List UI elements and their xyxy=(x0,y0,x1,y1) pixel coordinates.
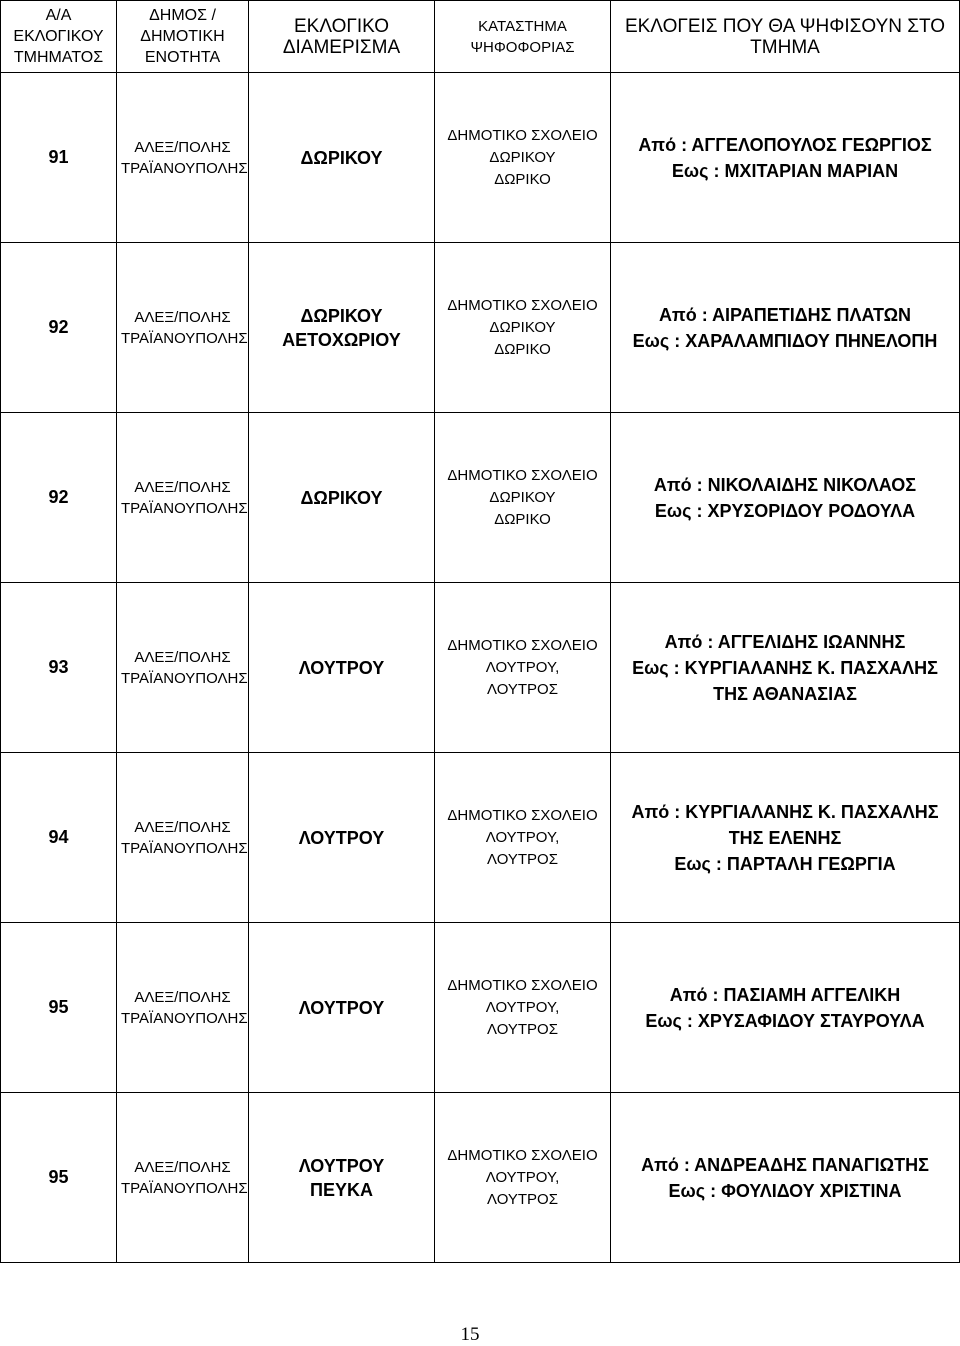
station-line: ΔΩΡΙΚΟΥ xyxy=(489,318,556,336)
table-row xyxy=(1,753,960,923)
header-line: ΔΗΜΟΤΙΚΗ xyxy=(140,28,225,45)
voters-line: Από : ΚΥΡΓΙΑΛΑΝΗΣ Κ. ΠΑΣΧΑΛΗΣ xyxy=(631,801,939,822)
station-line: ΛΟΥΤΡΟΣ xyxy=(486,680,558,698)
station-line: ΔΩΡΙΚΟ xyxy=(494,510,551,528)
header-line: ΕΝΟΤΗΤΑ xyxy=(144,49,221,66)
municipal-unit xyxy=(117,413,249,583)
district-line: ΛΟΥΤΡΟΥ xyxy=(298,657,385,678)
unit-line: ΑΛΕΞ/ΠΟΛΗΣ xyxy=(134,138,231,156)
voters-line: Εως : ΜΧΙΤΑΡΙΑΝ ΜΑΡΙΑΝ xyxy=(671,160,899,181)
station-line: ΛΟΥΤΡΟΥ, xyxy=(485,998,560,1016)
municipal-unit xyxy=(117,753,249,923)
station-line: ΛΟΥΤΡΟΣ xyxy=(486,850,558,868)
polling-station xyxy=(435,1093,611,1263)
section-number: 91 xyxy=(1,73,117,243)
table-header-row xyxy=(1,1,960,73)
header-line: ΤΜΗΜΑ xyxy=(750,36,820,58)
header-line: Α/Α xyxy=(45,7,72,24)
unit-line: ΑΛΕΞ/ΠΟΛΗΣ xyxy=(134,818,231,836)
municipal-unit xyxy=(117,73,249,243)
header-section-number xyxy=(1,1,117,73)
station-line: ΔΗΜΟΤΙΚΟ ΣΧΟΛΕΙΟ xyxy=(447,976,598,994)
voters-line: Από : ΑΝΔΡΕΑΔΗΣ ΠΑΝΑΓΙΩΤΗΣ xyxy=(641,1154,929,1175)
station-line: ΔΩΡΙΚΟ xyxy=(494,340,551,358)
district-line: ΑΕΤΟΧΩΡΙΟΥ xyxy=(282,329,401,350)
voters-range xyxy=(611,923,960,1093)
municipal-unit xyxy=(117,1093,249,1263)
unit-line: ΤΡΑΪΑΝΟΥΠΟΛΗΣ xyxy=(121,499,248,517)
table-row xyxy=(1,73,960,243)
voters-line: Εως : ΦΟΥΛΙΔΟΥ ΧΡΙΣΤΙΝΑ xyxy=(668,1180,902,1201)
station-line: ΔΩΡΙΚΟΥ xyxy=(489,488,556,506)
station-line: ΔΗΜΟΤΙΚΟ ΣΧΟΛΕΙΟ xyxy=(447,636,598,654)
header-line: ΤΜΗΜΑΤΟΣ xyxy=(13,49,104,66)
table-row xyxy=(1,923,960,1093)
voters-line: Από : ΑΓΓΕΛΙΔΗΣ ΙΩΑΝΝΗΣ xyxy=(664,631,906,652)
unit-line: ΑΛΕΞ/ΠΟΛΗΣ xyxy=(134,478,231,496)
unit-line: ΑΛΕΞ/ΠΟΛΗΣ xyxy=(134,1158,231,1176)
voters-line: Εως : ΠΑΡΤΑΛΗ ΓΕΩΡΓΙΑ xyxy=(674,853,896,874)
voters-line: ΤΗΣ ΕΛΕΝΗΣ xyxy=(728,827,842,848)
page-number: 15 xyxy=(460,1324,480,1345)
unit-line: ΤΡΑΪΑΝΟΥΠΟΛΗΣ xyxy=(121,1179,248,1197)
section-number: 92 xyxy=(1,243,117,413)
electoral-district xyxy=(249,583,435,753)
voters-line: Από : ΑΓΓΕΛΟΠΟΥΛΟΣ ΓΕΩΡΓΙΟΣ xyxy=(638,134,932,155)
header-municipal-unit xyxy=(117,1,249,73)
station-line: ΔΩΡΙΚΟΥ xyxy=(489,148,556,166)
section-number: 95 xyxy=(1,923,117,1093)
district-line: ΠΕΥΚΑ xyxy=(309,1179,373,1200)
unit-line: ΑΛΕΞ/ΠΟΛΗΣ xyxy=(134,308,231,326)
header-electoral-district xyxy=(249,1,435,73)
district-line: ΔΩΡΙΚΟΥ xyxy=(300,147,383,168)
unit-line: ΑΛΕΞ/ΠΟΛΗΣ xyxy=(134,988,231,1006)
station-line: ΔΗΜΟΤΙΚΟ ΣΧΟΛΕΙΟ xyxy=(447,806,598,824)
polling-station xyxy=(435,413,611,583)
polling-station xyxy=(435,73,611,243)
electoral-district xyxy=(249,413,435,583)
municipal-unit xyxy=(117,583,249,753)
district-line: ΛΟΥΤΡΟΥ xyxy=(298,827,385,848)
section-number: 95 xyxy=(1,1093,117,1263)
header-line: ΚΑΤΑΣΤΗΜΑ xyxy=(478,17,567,35)
electoral-district xyxy=(249,73,435,243)
electoral-district xyxy=(249,923,435,1093)
header-voters xyxy=(611,1,960,73)
header-line: ΔΙΑΜΕΡΙΣΜΑ xyxy=(282,36,401,58)
electoral-district xyxy=(249,753,435,923)
polling-station xyxy=(435,923,611,1093)
unit-line: ΤΡΑΪΑΝΟΥΠΟΛΗΣ xyxy=(121,159,248,177)
table-row xyxy=(1,583,960,753)
polling-station xyxy=(435,753,611,923)
unit-line: ΤΡΑΪΑΝΟΥΠΟΛΗΣ xyxy=(121,669,248,687)
municipal-unit xyxy=(117,923,249,1093)
voters-range xyxy=(611,753,960,923)
voters-line: Εως : ΧΑΡΑΛΑΜΠΙΔΟΥ ΠΗΝΕΛΟΠΗ xyxy=(632,330,938,351)
district-line: ΛΟΥΤΡΟΥ xyxy=(298,997,385,1018)
station-line: ΛΟΥΤΡΟΥ, xyxy=(485,658,560,676)
district-line: ΔΩΡΙΚΟΥ xyxy=(300,487,383,508)
header-line: ΕΚΛΟΓΙΚΟ xyxy=(293,15,390,37)
polling-station xyxy=(435,243,611,413)
voters-line: Εως : ΧΡΥΣΑΦΙΔΟΥ ΣΤΑΥΡΟΥΛΑ xyxy=(645,1010,925,1031)
voters-line: Εως : ΚΥΡΓΙΑΛΑΝΗΣ Κ. ΠΑΣΧΑΛΗΣ xyxy=(632,657,938,678)
table-row xyxy=(1,413,960,583)
table-row xyxy=(1,1093,960,1263)
section-number: 94 xyxy=(1,753,117,923)
header-line: ΔΗΜΟΣ / xyxy=(149,7,216,24)
station-line: ΔΗΜΟΤΙΚΟ ΣΧΟΛΕΙΟ xyxy=(447,1146,598,1164)
header-line: ΕΚΛΟΓΕΙΣ ΠΟΥ ΘΑ ΨΗΦΙΣΟΥΝ ΣΤΟ xyxy=(624,15,946,37)
station-line: ΔΗΜΟΤΙΚΟ ΣΧΟΛΕΙΟ xyxy=(447,466,598,484)
table-row xyxy=(1,243,960,413)
station-line: ΛΟΥΤΡΟΥ, xyxy=(485,828,560,846)
station-line: ΛΟΥΤΡΟΥ, xyxy=(485,1168,560,1186)
district-line: ΛΟΥΤΡΟΥ xyxy=(298,1155,385,1176)
unit-line: ΤΡΑΪΑΝΟΥΠΟΛΗΣ xyxy=(121,329,248,347)
header-line: ΨΗΦΟΦΟΡΙΑΣ xyxy=(470,38,575,56)
header-polling-station xyxy=(435,1,611,73)
voters-range xyxy=(611,1093,960,1263)
unit-line: ΑΛΕΞ/ΠΟΛΗΣ xyxy=(134,648,231,666)
station-line: ΛΟΥΤΡΟΣ xyxy=(486,1020,558,1038)
station-line: ΛΟΥΤΡΟΣ xyxy=(486,1190,558,1208)
station-line: ΔΗΜΟΤΙΚΟ ΣΧΟΛΕΙΟ xyxy=(447,296,598,314)
polling-station xyxy=(435,583,611,753)
voters-line: Από : ΝΙΚΟΛΑΙΔΗΣ ΝΙΚΟΛΑΟΣ xyxy=(653,474,917,495)
municipal-unit xyxy=(117,243,249,413)
unit-line: ΤΡΑΪΑΝΟΥΠΟΛΗΣ xyxy=(121,1009,248,1027)
voters-line: ΤΗΣ ΑΘΑΝΑΣΙΑΣ xyxy=(713,683,857,704)
voters-line: Από : ΑΙΡΑΠΕΤΙΔΗΣ ΠΛΑΤΩΝ xyxy=(658,304,912,325)
voters-range xyxy=(611,583,960,753)
section-number: 92 xyxy=(1,413,117,583)
voters-line: Από : ΠΑΣΙΑΜΗ ΑΓΓΕΛΙΚΗ xyxy=(669,984,901,1005)
district-line: ΔΩΡΙΚΟΥ xyxy=(300,305,383,326)
voters-range xyxy=(611,73,960,243)
station-line: ΔΗΜΟΤΙΚΟ ΣΧΟΛΕΙΟ xyxy=(447,126,598,144)
electoral-district xyxy=(249,243,435,413)
voters-range xyxy=(611,413,960,583)
section-number: 93 xyxy=(1,583,117,753)
header-line: ΕΚΛΟΓΙΚΟΥ xyxy=(13,28,104,45)
electoral-district xyxy=(249,1093,435,1263)
unit-line: ΤΡΑΪΑΝΟΥΠΟΛΗΣ xyxy=(121,839,248,857)
voters-line: Εως : ΧΡΥΣΟΡΙΔΟΥ ΡΟΔΟΥΛΑ xyxy=(654,500,916,521)
station-line: ΔΩΡΙΚΟ xyxy=(494,170,551,188)
voters-range xyxy=(611,243,960,413)
